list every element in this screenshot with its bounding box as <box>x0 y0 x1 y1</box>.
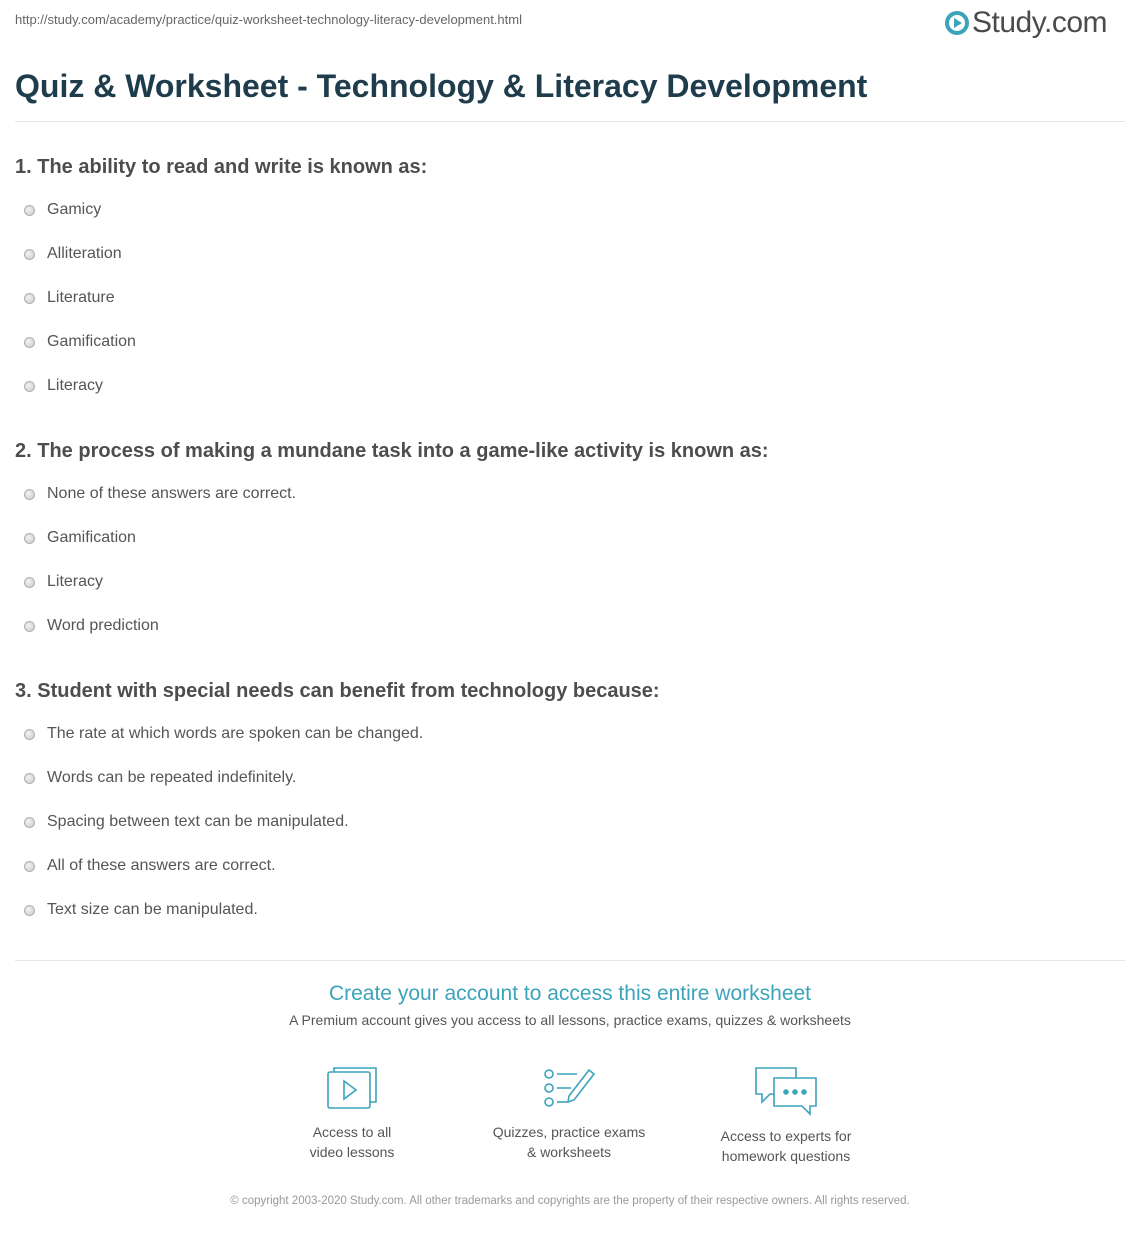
answer-label: The rate at which words are spoken can be changed. <box>47 725 424 742</box>
radio-icon[interactable] <box>24 381 35 392</box>
study-logo[interactable] <box>944 6 1107 40</box>
answer-label: Words can be repeated indefinitely. <box>47 769 297 786</box>
answer-option[interactable] <box>15 516 769 560</box>
answer-option[interactable] <box>15 364 427 408</box>
feature-line: Access to experts for <box>720 1128 852 1144</box>
answer-option[interactable] <box>15 800 660 844</box>
play-logo-icon <box>944 10 970 36</box>
question-1 <box>15 152 427 408</box>
feature-video-lessons <box>252 1066 452 1162</box>
feature-label <box>469 1122 669 1162</box>
page-url: http://study.com/academy/practice/quiz-worksheet-technology-literacy-development.html <box>15 12 522 27</box>
radio-icon[interactable] <box>24 489 35 500</box>
page-title: Quiz & Worksheet - Technology & Literacy Development <box>15 68 868 104</box>
answer-label: Literacy <box>47 573 104 590</box>
feature-label <box>686 1126 886 1166</box>
question-text: 3. Student with special needs can benefit from technology because: <box>15 680 660 702</box>
answer-option[interactable] <box>15 320 427 364</box>
radio-icon[interactable] <box>24 817 35 828</box>
title-divider <box>15 121 1125 122</box>
radio-icon[interactable] <box>24 533 35 544</box>
feature-line: video lessons <box>309 1144 395 1160</box>
answer-label: Gamification <box>47 333 136 350</box>
question-text: 2. The process of making a mundane task into a game-like activity is known as: <box>15 440 769 462</box>
feature-line: Quizzes, practice exams <box>492 1124 646 1140</box>
cta-section <box>0 982 1140 1028</box>
answer-label: Gamification <box>47 529 136 546</box>
feature-experts <box>686 1066 886 1166</box>
radio-icon[interactable] <box>24 249 35 260</box>
feature-label <box>252 1122 452 1162</box>
answer-option[interactable] <box>15 712 660 756</box>
answer-label: None of these answers are correct. <box>47 485 297 502</box>
radio-icon[interactable] <box>24 905 35 916</box>
radio-icon[interactable] <box>24 773 35 784</box>
feature-line: Access to all <box>312 1124 392 1140</box>
answer-option[interactable] <box>15 232 427 276</box>
cta-subtitle: A Premium account gives you access to all lessons, practice exams, quizzes & worksheets <box>289 1012 851 1028</box>
quiz-checklist-icon <box>541 1066 597 1112</box>
radio-icon[interactable] <box>24 621 35 632</box>
answer-label: All of these answers are correct. <box>47 857 276 874</box>
answer-option[interactable] <box>15 888 660 932</box>
answer-label: Gamicy <box>47 201 102 218</box>
radio-icon[interactable] <box>24 729 35 740</box>
answer-label: Spacing between text can be manipulated. <box>47 813 349 830</box>
question-3 <box>15 676 660 932</box>
question-2 <box>15 436 769 648</box>
question-text: 1. The ability to read and write is known as: <box>15 156 428 178</box>
radio-icon[interactable] <box>24 577 35 588</box>
feature-quizzes <box>469 1066 669 1162</box>
feature-line: homework questions <box>721 1148 851 1164</box>
answer-label: Literacy <box>47 377 104 394</box>
answer-label: Text size can be manipulated. <box>47 901 258 918</box>
answer-option[interactable] <box>15 472 769 516</box>
radio-icon[interactable] <box>24 337 35 348</box>
logo-text: Study.com <box>972 6 1107 39</box>
radio-icon[interactable] <box>24 205 35 216</box>
answer-label: Literature <box>47 289 115 306</box>
answer-option[interactable] <box>15 604 769 648</box>
answer-label: Word prediction <box>47 617 159 634</box>
answer-option[interactable] <box>15 844 660 888</box>
feature-line: & worksheets <box>526 1144 612 1160</box>
answer-option[interactable] <box>15 276 427 320</box>
cta-title-link[interactable]: Create your account to access this entire worksheet <box>328 982 812 1005</box>
radio-icon[interactable] <box>24 861 35 872</box>
cta-divider <box>15 960 1125 961</box>
answer-option[interactable] <box>15 756 660 800</box>
video-lesson-icon <box>326 1066 378 1112</box>
answer-option[interactable] <box>15 560 769 604</box>
answer-option[interactable] <box>15 188 427 232</box>
expert-chat-icon <box>754 1066 818 1116</box>
answer-label: Alliteration <box>47 245 122 262</box>
copyright-notice: © copyright 2003-2020 Study.com. All other trademarks and copyrights are the property of their respective owners. All rights reserved. <box>230 1195 910 1207</box>
radio-icon[interactable] <box>24 293 35 304</box>
